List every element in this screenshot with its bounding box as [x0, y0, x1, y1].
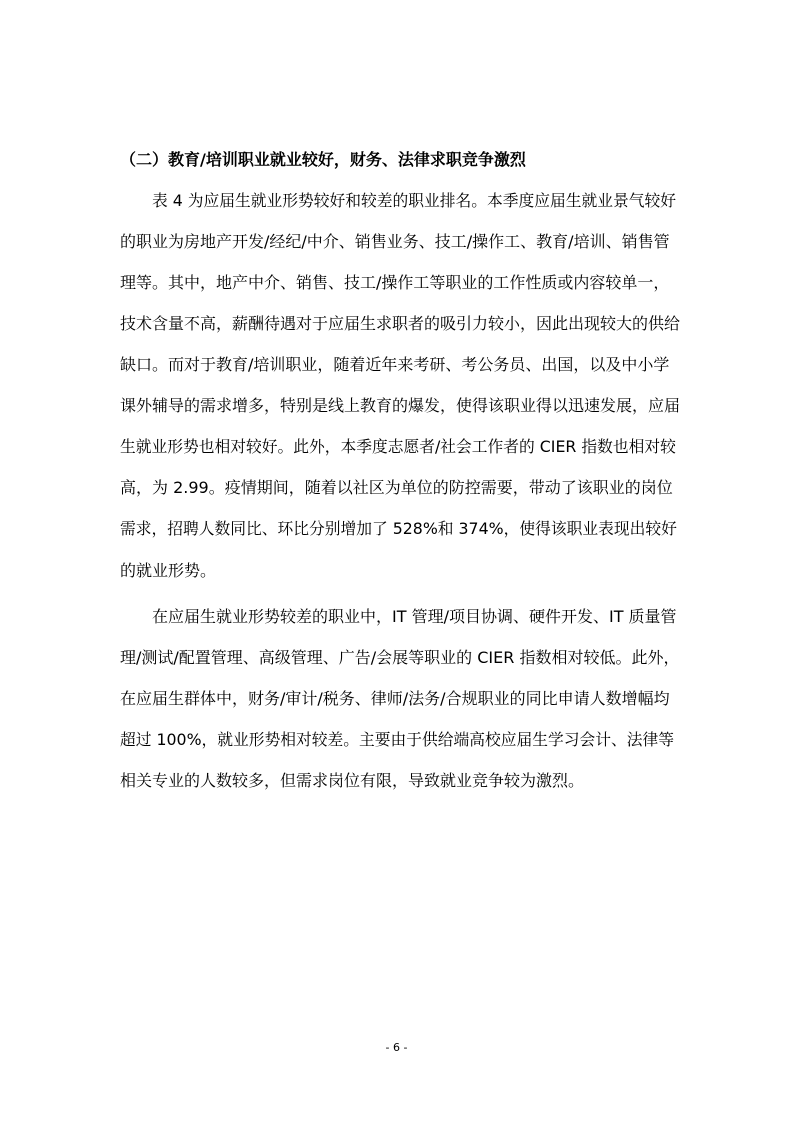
paragraph1-line: 理等。其中，地产中介、销售、技工/操作工等职业的工作性质或内容较单一， — [120, 273, 670, 292]
paragraph1-line: 表 4 为应届生就业形势较好和较差的职业排名。本季度应届生就业景气较好 — [152, 191, 677, 210]
paragraph2-line: 在应届生群体中，财务/审计/税务、律师/法务/合规职业的同比申请人数增幅均 — [120, 689, 670, 708]
paragraph2-line: 相关专业的人数较多，但需求岗位有限，导致就业竞争较为激烈。 — [120, 771, 585, 790]
paragraph1-line: 课外辅导的需求增多，特别是线上教育的爆发，使得该职业得以迅速发展，应届 — [120, 396, 681, 415]
paragraph1-line: 高，为 2.99。疫情期间，随着以社区为单位的防控需要，带动了该职业的岗位 — [120, 478, 673, 497]
page-number: - 6 - — [385, 1041, 408, 1054]
paragraph2-line: 在应届生就业形势较差的职业中，IT 管理/项目协调、硬件开发、IT 质量管 — [152, 607, 677, 626]
paragraph1-line: 的职业为房地产开发/经纪/中介、销售业务、技工/操作工、教育/培训、销售管 — [120, 232, 670, 251]
paragraph2-line: 超过 100%，就业形势相对较差。主要由于供给端高校应届生学习会计、法律等 — [120, 730, 675, 749]
paragraph1-line: 的就业形势。 — [120, 561, 217, 580]
paragraph1-line: 技术含量不高，薪酬待遇对于应届生求职者的吸引力较小，因此出现较大的供给 — [120, 314, 681, 333]
section-heading: （二）教育/培训职业就业较好，财务、法律求职竞争激烈 — [120, 150, 526, 169]
paragraph1-line: 需求，招聘人数同比、环比分别增加了 528%和 374%，使得该职业表现出较好 — [120, 519, 677, 538]
paragraph1-line: 生就业形势也相对较好。此外，本季度志愿者/社会工作者的 CIER 指数也相对较 — [120, 437, 676, 456]
paragraph1-line: 缺口。而对于教育/培训职业，随着近年来考研、考公务员、出国，以及中小学 — [120, 355, 670, 374]
paragraph2-line: 理/测试/配置管理、高级管理、广告/会展等职业的 CIER 指数相对较低。此外， — [120, 648, 680, 667]
